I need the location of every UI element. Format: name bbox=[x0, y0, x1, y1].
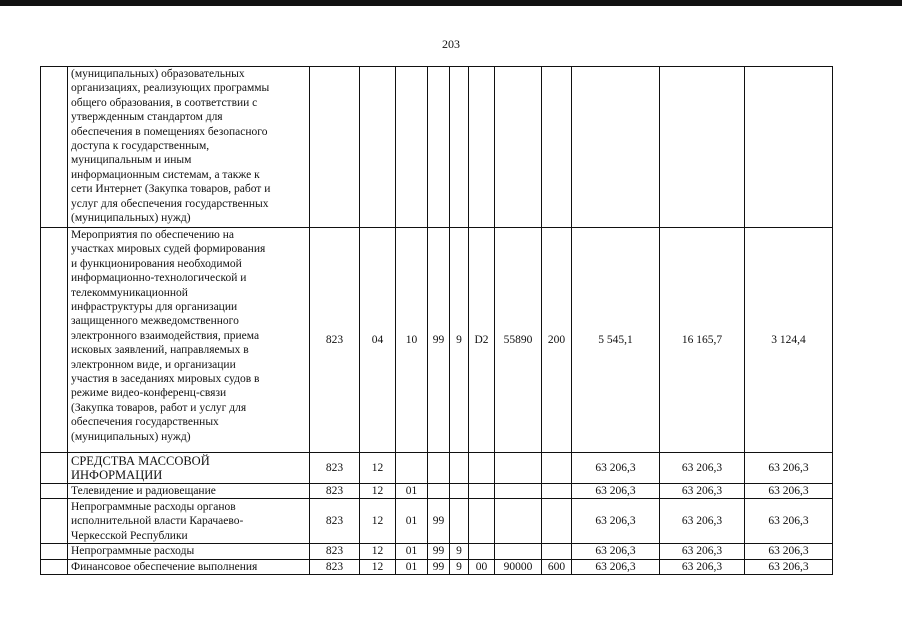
row-gutter-cell bbox=[41, 228, 68, 453]
program-code-cell bbox=[428, 453, 450, 484]
subsection-cell: 01 bbox=[396, 499, 428, 544]
amount-year1-cell bbox=[572, 67, 660, 228]
subsection-cell: 10 bbox=[396, 228, 428, 453]
grbs-cell: 823 bbox=[310, 453, 360, 484]
expense-type-cell: 200 bbox=[542, 228, 572, 453]
main-activity-code-cell bbox=[469, 499, 495, 544]
amount-year3-cell: 63 206,3 bbox=[745, 453, 833, 484]
amount-year1-cell: 63 206,3 bbox=[572, 499, 660, 544]
section-cell bbox=[360, 67, 396, 228]
subsection-cell bbox=[396, 67, 428, 228]
grbs-cell: 823 bbox=[310, 484, 360, 499]
expense-type-cell bbox=[542, 484, 572, 499]
subsection-cell: 01 bbox=[396, 484, 428, 499]
section-cell: 12 bbox=[360, 484, 396, 499]
main-activity-code-cell bbox=[469, 544, 495, 559]
amount-year1-cell: 63 206,3 bbox=[572, 559, 660, 574]
subprogram-code-cell: 9 bbox=[450, 544, 469, 559]
table-row bbox=[41, 453, 833, 484]
program-code-cell: 99 bbox=[428, 499, 450, 544]
program-code-cell bbox=[428, 67, 450, 228]
amount-year2-cell: 16 165,7 bbox=[660, 228, 745, 453]
program-code-cell bbox=[428, 484, 450, 499]
grbs-cell: 823 bbox=[310, 499, 360, 544]
table-row bbox=[41, 228, 833, 453]
amount-year2-cell: 63 206,3 bbox=[660, 484, 745, 499]
subsection-cell: 01 bbox=[396, 559, 428, 574]
amount-year2-cell bbox=[660, 67, 745, 228]
amount-year3-cell: 63 206,3 bbox=[745, 544, 833, 559]
direction-code-cell bbox=[495, 484, 542, 499]
subprogram-code-cell: 9 bbox=[450, 559, 469, 574]
section-cell: 12 bbox=[360, 559, 396, 574]
amount-year3-cell: 63 206,3 bbox=[745, 499, 833, 544]
expense-type-cell: 600 bbox=[542, 559, 572, 574]
row-gutter-cell bbox=[41, 544, 68, 559]
direction-code-cell bbox=[495, 67, 542, 228]
program-code-cell: 99 bbox=[428, 544, 450, 559]
subsection-cell bbox=[396, 453, 428, 484]
direction-code-cell bbox=[495, 544, 542, 559]
row-gutter-cell bbox=[41, 484, 68, 499]
amount-year2-cell: 63 206,3 bbox=[660, 499, 745, 544]
table-row bbox=[41, 544, 833, 559]
row-name-cell: Телевидение и радиовещание bbox=[68, 484, 310, 499]
expense-type-cell bbox=[542, 499, 572, 544]
amount-year3-cell: 3 124,4 bbox=[745, 228, 833, 453]
amount-year2-cell: 63 206,3 bbox=[660, 453, 745, 484]
main-activity-code-cell: D2 bbox=[469, 228, 495, 453]
direction-code-cell bbox=[495, 499, 542, 544]
amount-year3-cell bbox=[745, 67, 833, 228]
row-gutter-cell bbox=[41, 559, 68, 574]
table-row bbox=[41, 484, 833, 499]
table-row bbox=[41, 67, 833, 228]
expense-type-cell bbox=[542, 67, 572, 228]
direction-code-cell: 90000 bbox=[495, 559, 542, 574]
row-name-cell: СРЕДСТВА МАССОВОЙ ИНФОРМАЦИИ bbox=[68, 453, 310, 484]
subprogram-code-cell: 9 bbox=[450, 228, 469, 453]
table-row bbox=[41, 499, 833, 544]
amount-year2-cell: 63 206,3 bbox=[660, 559, 745, 574]
subprogram-code-cell bbox=[450, 484, 469, 499]
amount-year3-cell: 63 206,3 bbox=[745, 484, 833, 499]
row-name-cell: Мероприятия по обеспечению на участках мировых судей формирования и функционирования необходимой информационно-технологической и телекоммуникационной инфраструктуры для организации защищенного межведомственного электронного взаимодействия, приема исковых заявлений, направляемых в электронном виде, и организации участия в заседаниях мировых судов в режиме видео-конференц-связи (Закупка товаров, работ и услуг для обеспечения государственных (муниципальных) нужд) bbox=[68, 228, 310, 453]
subprogram-code-cell bbox=[450, 453, 469, 484]
section-cell: 12 bbox=[360, 544, 396, 559]
row-gutter-cell bbox=[41, 453, 68, 484]
amount-year1-cell: 63 206,3 bbox=[572, 453, 660, 484]
table-row bbox=[41, 559, 833, 574]
row-gutter-cell bbox=[41, 499, 68, 544]
direction-code-cell: 55890 bbox=[495, 228, 542, 453]
main-activity-code-cell bbox=[469, 453, 495, 484]
main-activity-code-cell bbox=[469, 67, 495, 228]
amount-year1-cell: 63 206,3 bbox=[572, 484, 660, 499]
page-number: 203 bbox=[442, 37, 460, 51]
program-code-cell: 99 bbox=[428, 228, 450, 453]
grbs-cell: 823 bbox=[310, 544, 360, 559]
expense-type-cell bbox=[542, 544, 572, 559]
grbs-cell: 823 bbox=[310, 559, 360, 574]
top-border-rule bbox=[0, 0, 902, 6]
subsection-cell: 01 bbox=[396, 544, 428, 559]
amount-year1-cell: 63 206,3 bbox=[572, 544, 660, 559]
grbs-cell: 823 bbox=[310, 228, 360, 453]
subprogram-code-cell bbox=[450, 67, 469, 228]
row-name-cell: Финансовое обеспечение выполнения bbox=[68, 559, 310, 574]
program-code-cell: 99 bbox=[428, 559, 450, 574]
amount-year2-cell: 63 206,3 bbox=[660, 544, 745, 559]
section-cell: 12 bbox=[360, 453, 396, 484]
section-cell: 12 bbox=[360, 499, 396, 544]
amount-year1-cell: 5 545,1 bbox=[572, 228, 660, 453]
row-name-cell: Непрограммные расходы органов исполнительной власти Карачаево- Черкесской Республики bbox=[68, 499, 310, 544]
direction-code-cell bbox=[495, 453, 542, 484]
row-name-cell: (муниципальных) образовательных организациях, реализующих программы общего образования, в соответствии с утвержденным стандартом для обеспечения в помещениях безопасного доступа к государственным, муниципальным и иным информационным системам, а также к сети Интернет (Закупка товаров, работ и услуг для обеспечения государственных (муниципальных) нужд) bbox=[68, 67, 310, 228]
main-activity-code-cell: 00 bbox=[469, 559, 495, 574]
amount-year3-cell: 63 206,3 bbox=[745, 559, 833, 574]
subprogram-code-cell bbox=[450, 499, 469, 544]
row-name-cell: Непрограммные расходы bbox=[68, 544, 310, 559]
expense-type-cell bbox=[542, 453, 572, 484]
grbs-cell bbox=[310, 67, 360, 228]
budget-table bbox=[40, 66, 833, 575]
section-cell: 04 bbox=[360, 228, 396, 453]
main-activity-code-cell bbox=[469, 484, 495, 499]
row-gutter-cell bbox=[41, 67, 68, 228]
